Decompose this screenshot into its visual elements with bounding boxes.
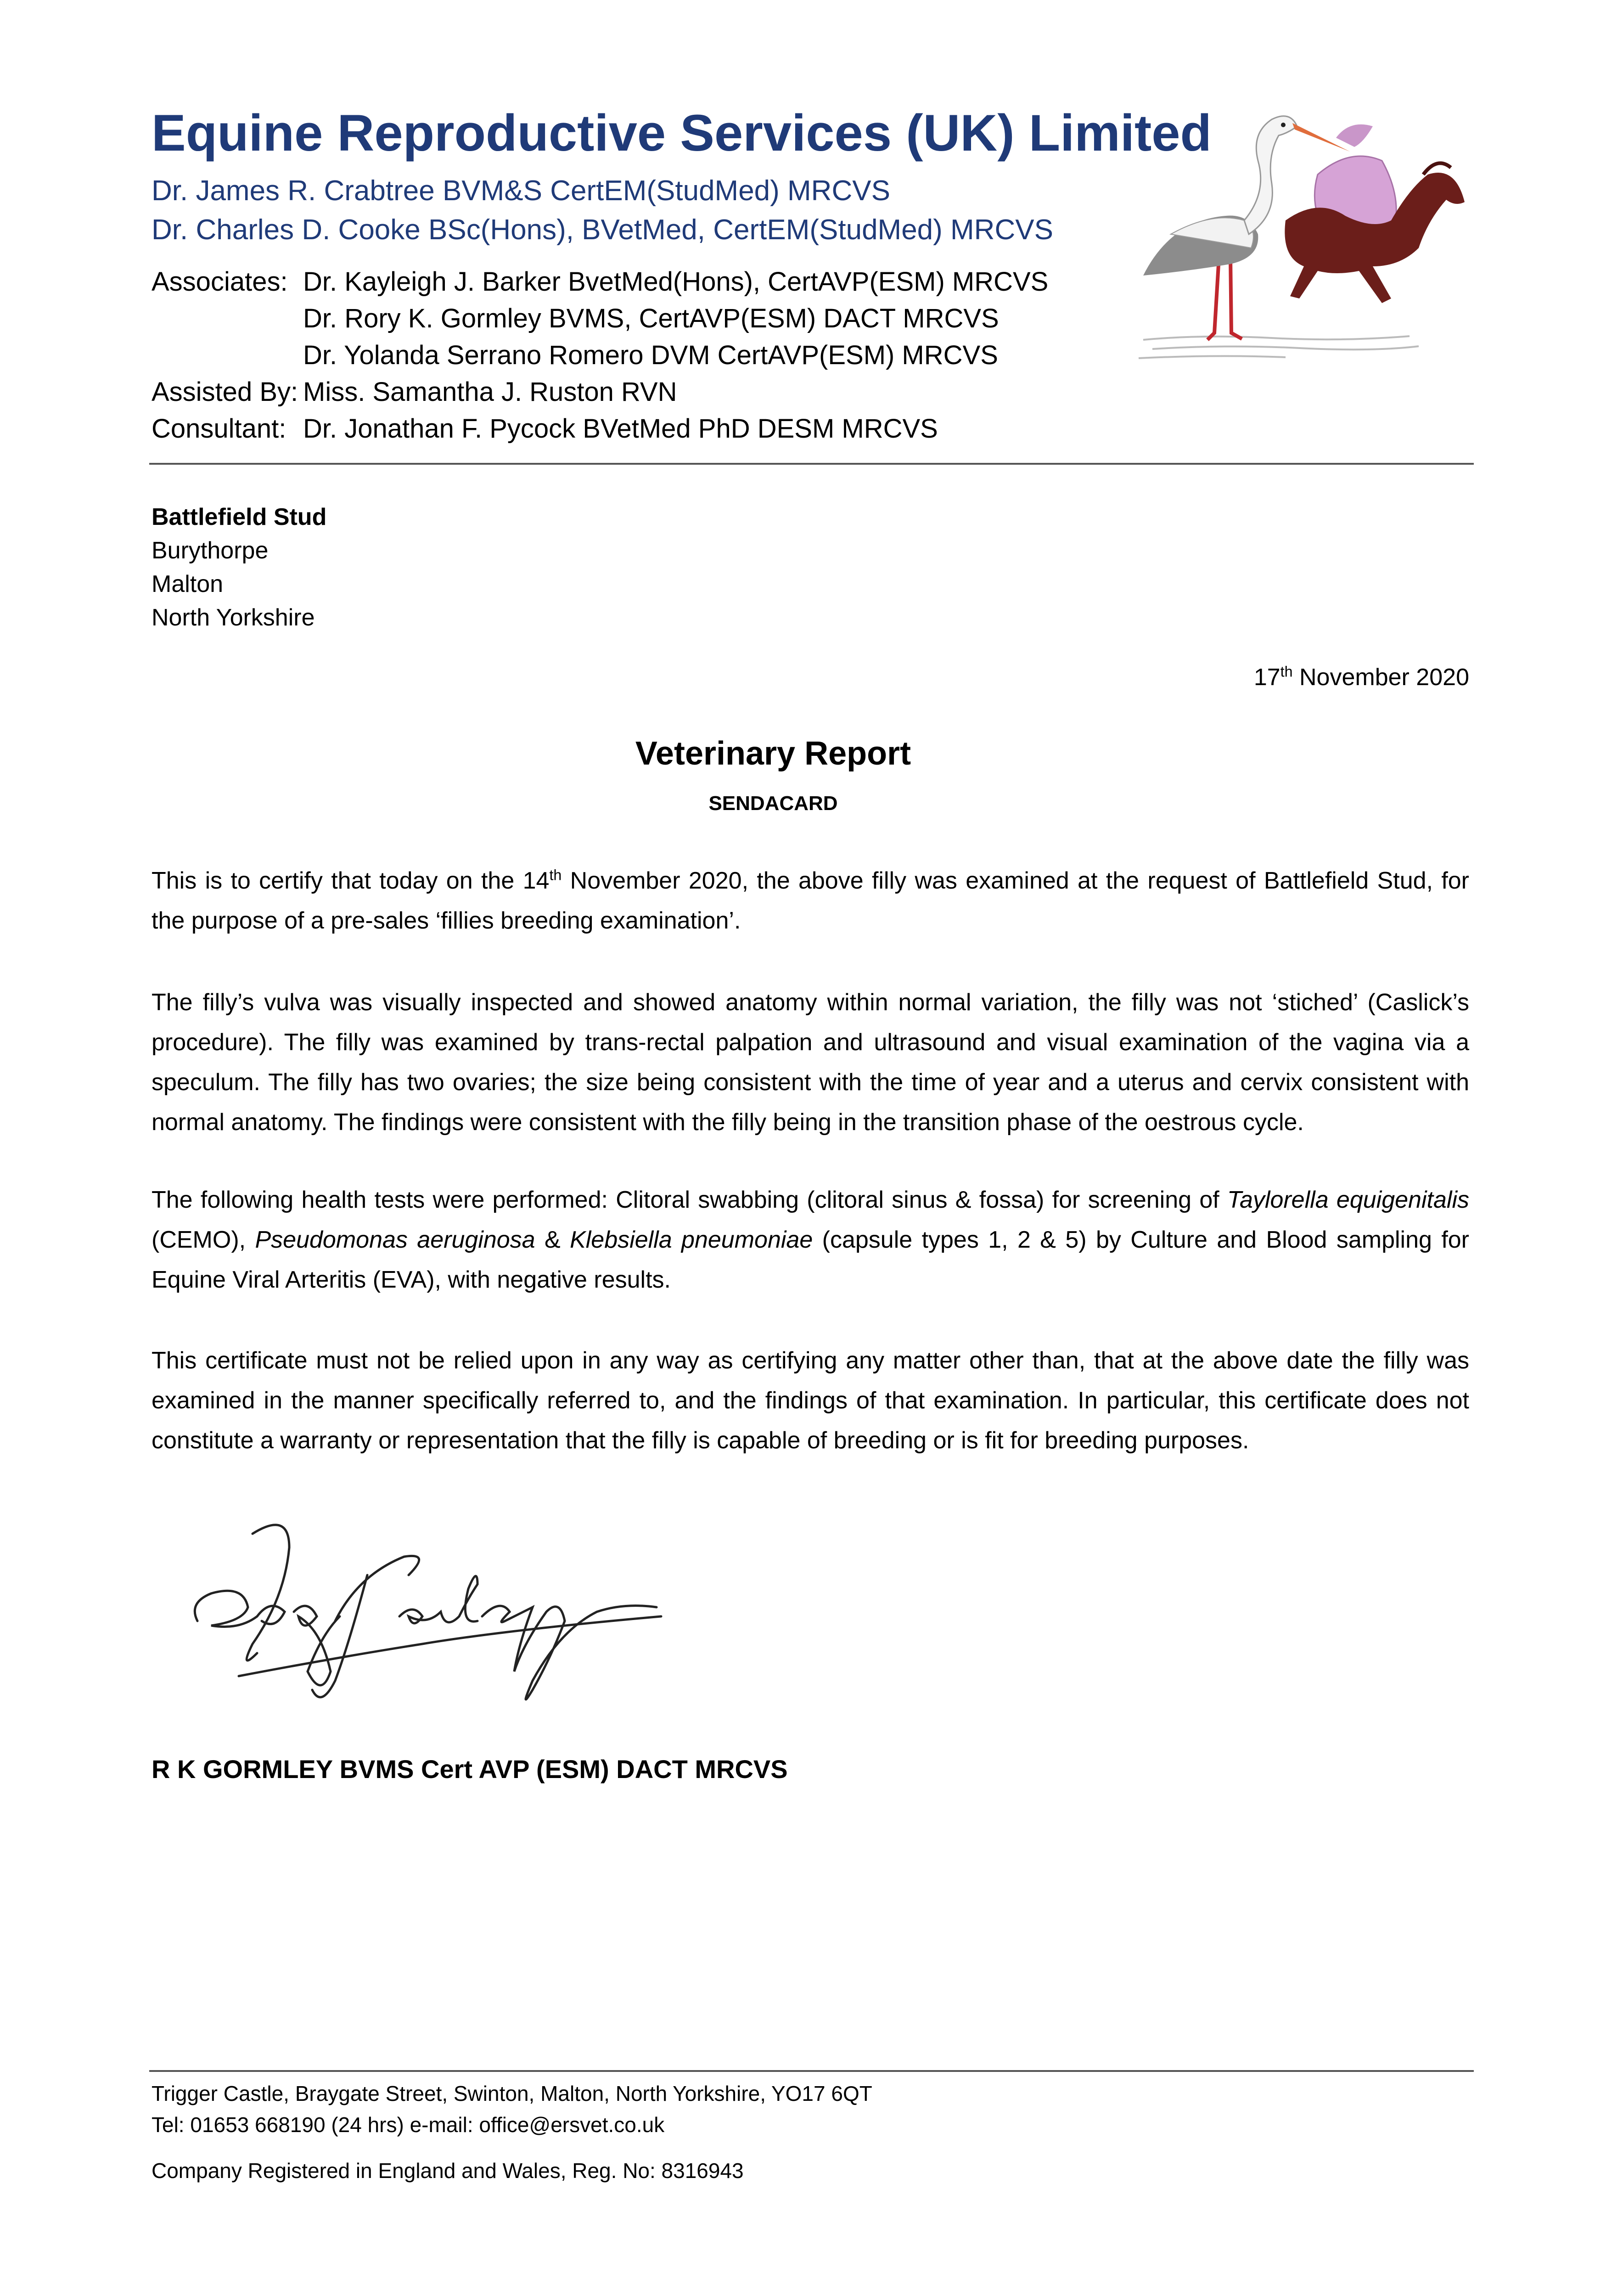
p1-text-b: November 2020, the above filly was examined at the request of Battlefield Stud, for the purpose of a pre-sales ‘fillies breeding examination’.	[152, 867, 1469, 934]
footer-address: Trigger Castle, Braygate Street, Swinton, Malton, North Yorkshire, YO17 6QT	[152, 2082, 872, 2105]
header-divider	[149, 463, 1474, 465]
assisted-row	[152, 377, 677, 407]
report-subtitle: SENDACARD	[708, 792, 838, 815]
consultant-row	[152, 413, 938, 444]
partner-2: Dr. Charles D. Cooke BSc(Hons), BVetMed, CertEM(StudMed) MRCVS	[152, 214, 1053, 246]
letter-date	[1254, 664, 1469, 691]
date-day: 17	[1253, 664, 1280, 691]
assisted-label: Assisted By:	[152, 377, 298, 407]
paragraph-3	[152, 1180, 1469, 1300]
signatory-name: R K GORMLEY BVMS Cert AVP (ESM) DACT MRCVS	[152, 1755, 788, 1784]
recipient-line: Burythorpe	[152, 537, 269, 564]
stork-carrying-foal-logo	[1134, 83, 1483, 367]
p3-text-d: (capsule types 1, 2 & 5) by Culture and Blood sampling for Equine Viral Arteritis (EVA), with negative results.	[152, 1227, 1469, 1293]
company-name: Equine Reproductive Services (UK) Limited	[152, 104, 1212, 162]
p3-organism-3: Klebsiella pneumoniae	[570, 1227, 813, 1253]
assisted-name: Miss. Samantha J. Ruston RVN	[303, 377, 677, 407]
p3-organism-2: Pseudomonas aeruginosa	[255, 1227, 535, 1253]
consultant-label: Consultant:	[152, 414, 286, 444]
associates-label: Associates:	[152, 267, 288, 297]
recipient-line: North Yorkshire	[152, 604, 315, 631]
footer-contact: Tel: 01653 668190 (24 hrs) e-mail: office@ersvet.co.uk	[152, 2113, 665, 2137]
associate-3: Dr. Yolanda Serrano Romero DVM CertAVP(ESM) MRCVS	[303, 340, 998, 370]
recipient-line: Malton	[152, 571, 224, 597]
p3-organism-1: Taylorella equigenitalis	[1227, 1187, 1469, 1213]
p1-sup: th	[549, 867, 562, 884]
associates-row	[152, 266, 1048, 297]
date-rest: November 2020	[1292, 664, 1469, 691]
report-title: Veterinary Report	[635, 735, 911, 772]
paragraph-1	[152, 861, 1469, 941]
date-suffix: th	[1280, 663, 1293, 680]
associate-1: Dr. Kayleigh J. Barker BvetMed(Hons), CertAVP(ESM) MRCVS	[303, 267, 1049, 297]
paragraph-4: This certificate must not be relied upon in any way as certifying any matter other than, that at the above date the filly was examined in the manner specifically referred to, and the findings of that examination. In particular, this certificate does not constitute a warranty or representation that the filly is capable of breeding or is fit for breeding purposes.	[152, 1347, 1469, 1454]
p3-text-a: The following health tests were performed: Clitoral swabbing (clitoral sinus & fossa) for screening of	[152, 1187, 1227, 1213]
footer-divider	[149, 2070, 1474, 2072]
p3-text-b: (CEMO),	[152, 1227, 255, 1253]
associate-2: Dr. Rory K. Gormley BVMS, CertAVP(ESM) DACT MRCVS	[303, 304, 999, 333]
p1-text-a: This is to certify that today on the 14	[152, 867, 550, 894]
p3-text-c: &	[535, 1227, 570, 1253]
handwritten-signature	[184, 1506, 666, 1722]
recipient-address	[152, 501, 326, 635]
paragraph-2: The filly’s vulva was visually inspected and showed anatomy within normal variation, the filly was not ‘stiched’ (Caslick’s procedure). The filly was examined by trans-rectal palpation and ultrasound and visual examination of the vagina via a speculum. The filly has two ovaries; the size being consistent with the time of year and a uterus and cervix consistent with normal anatomy. The findings were consistent with the filly being in the transition phase of the oestrous cycle.	[152, 989, 1469, 1136]
recipient-name: Battlefield Stud	[152, 504, 327, 530]
partner-1: Dr. James R. Crabtree BVM&S CertEM(StudMed) MRCVS	[152, 175, 890, 207]
consultant-name: Dr. Jonathan F. Pycock BVetMed PhD DESM MRCVS	[303, 414, 938, 444]
footer-registration: Company Registered in England and Wales, Reg. No: 8316943	[152, 2159, 744, 2183]
